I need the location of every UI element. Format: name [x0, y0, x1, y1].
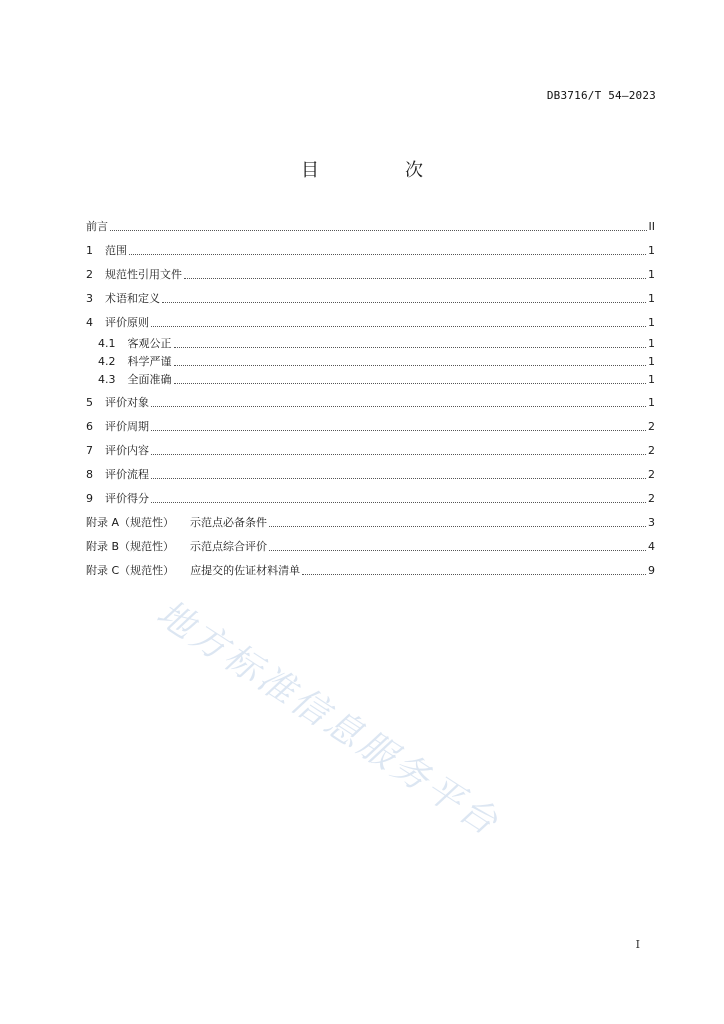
toc-entry-label: 示范点必备条件 — [190, 516, 268, 529]
toc-entry-page: 2 — [648, 468, 655, 481]
watermark-text: 地方标准信息服务平台 — [149, 592, 508, 845]
toc-entry-number: 4.3 — [98, 373, 116, 386]
toc-entry-label: 评价原则 — [105, 316, 149, 329]
toc-leader-dots — [269, 549, 646, 551]
toc-leader-dots — [174, 364, 647, 366]
toc-entry-page: 2 — [648, 444, 655, 457]
toc-leader-dots — [151, 477, 646, 479]
toc-entry[interactable] — [86, 442, 655, 460]
toc-entry-number: 9 — [86, 492, 93, 505]
toc-entry-number: 6 — [86, 420, 93, 433]
toc-entry-page: 1 — [648, 244, 655, 257]
toc-leader-dots — [184, 277, 646, 279]
toc-entry[interactable] — [86, 394, 655, 412]
toc-entry-label: 客观公正 — [127, 337, 172, 350]
toc-entry-number: 2 — [86, 268, 93, 281]
toc-leader-dots — [151, 429, 646, 431]
toc-entry-number: 附录 A（规范性） — [86, 516, 175, 529]
toc-entry-number: 附录 B（规范性） — [86, 540, 175, 553]
toc-entry-page: 9 — [648, 564, 655, 577]
toc-entry-number: 5 — [86, 396, 93, 409]
toc-entry[interactable] — [86, 562, 655, 580]
toc-leader-dots — [174, 346, 647, 348]
toc-entry[interactable] — [86, 466, 655, 484]
toc-leader-dots — [110, 229, 647, 231]
toc-entry[interactable] — [86, 490, 655, 508]
toc-entry-label: 评价得分 — [105, 492, 149, 505]
toc-entry-label: 应提交的佐证材料清单 — [190, 564, 301, 577]
toc-entry-label: 示范点综合评价 — [190, 540, 268, 553]
toc-entry-number: 3 — [86, 292, 93, 305]
toc-entry[interactable] — [86, 538, 655, 556]
toc-leader-dots — [151, 453, 646, 455]
toc-leader-dots — [151, 325, 646, 327]
toc-entry-number: 4.2 — [98, 355, 116, 368]
toc-entry-page: 2 — [648, 420, 655, 433]
toc-entry[interactable] — [98, 335, 655, 353]
toc-entry-page: II — [648, 220, 655, 233]
toc-entry-label: 范围 — [105, 244, 127, 257]
page-number: I — [635, 938, 640, 951]
toc-entry-page: 1 — [648, 292, 655, 305]
toc-entry[interactable] — [86, 218, 655, 236]
toc-entry-label: 科学严谨 — [127, 355, 172, 368]
toc-entry[interactable] — [86, 290, 655, 308]
toc-entry-number: 4 — [86, 316, 93, 329]
toc-leader-dots — [162, 301, 646, 303]
toc-entry-page: 1 — [648, 337, 655, 350]
toc-entry-number: 8 — [86, 468, 93, 481]
toc-entry-page: 2 — [648, 492, 655, 505]
toc-entry[interactable] — [86, 242, 655, 260]
toc-entry[interactable] — [86, 514, 655, 532]
toc-entry-label: 评价流程 — [105, 468, 149, 481]
toc-leader-dots — [129, 253, 646, 255]
toc-entry-label: 全面准确 — [127, 373, 172, 386]
toc-entry[interactable] — [86, 418, 655, 436]
toc-entry-page: 1 — [648, 396, 655, 409]
toc-entry[interactable] — [98, 371, 655, 389]
page-title: 目 次 — [301, 160, 457, 181]
toc-entry[interactable] — [86, 266, 655, 284]
toc-entry-number: 4.1 — [98, 337, 116, 350]
toc-entry-label: 评价内容 — [105, 444, 149, 457]
toc-entry-number: 1 — [86, 244, 93, 257]
toc-entry-number: 7 — [86, 444, 93, 457]
toc-entry-page: 1 — [648, 268, 655, 281]
toc-entry-label: 术语和定义 — [105, 292, 160, 305]
toc-leader-dots — [302, 573, 646, 575]
toc-entry-label: 前言 — [86, 220, 108, 233]
toc-leader-dots — [151, 501, 646, 503]
toc-entry-page: 4 — [648, 540, 655, 553]
toc-entry-page: 1 — [648, 316, 655, 329]
toc-leader-dots — [269, 525, 646, 527]
toc-entry[interactable] — [98, 353, 655, 371]
toc-entry-page: 3 — [648, 516, 655, 529]
toc-entry-page: 1 — [648, 355, 655, 368]
toc-entry-label: 评价对象 — [105, 396, 149, 409]
toc-leader-dots — [151, 405, 646, 407]
toc-entry-number: 附录 C（规范性） — [86, 564, 175, 577]
toc-entry-page: 1 — [648, 373, 655, 386]
toc-entry-label: 评价周期 — [105, 420, 149, 433]
toc-leader-dots — [174, 382, 647, 384]
standard-code: DB3716/T 54—2023 — [546, 89, 656, 102]
toc-entry-label: 规范性引用文件 — [105, 268, 182, 281]
toc-entry[interactable] — [86, 314, 655, 332]
